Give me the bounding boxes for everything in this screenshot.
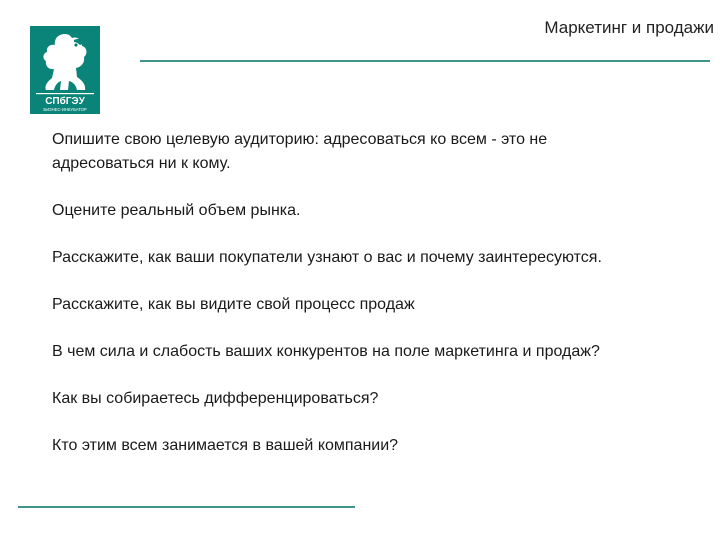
list-item: Кто этим всем занимается в вашей компании? — [52, 437, 399, 454]
slide-title: Маркетинг и продажи — [544, 18, 714, 37]
logo-tagline: БИЗНЕС-ИНКУБАТОР — [43, 107, 87, 112]
list-item: Опишите свою целевую аудиторию: адресоваться ко всем - это не адресоваться ни к кому. — [52, 131, 548, 172]
list-item: Оцените реальный объем рынка. — [52, 202, 301, 219]
logo — [30, 26, 100, 114]
griffin-logo-icon — [30, 26, 100, 114]
logo-name: СПбГЭУ — [45, 96, 85, 107]
list-item: Расскажите, как вы видите свой процесс продаж — [52, 296, 415, 313]
header-divider — [140, 60, 710, 62]
footer-divider — [18, 506, 355, 508]
list-item: Расскажите, как ваши покупатели узнают о вас и почему заинтересуются. — [52, 249, 602, 266]
list-item: Как вы собираетесь дифференцироваться? — [52, 390, 379, 407]
question-list — [52, 128, 702, 458]
list-item: В чем сила и слабость ваших конкурентов на поле маркетинга и продаж? — [52, 343, 600, 360]
